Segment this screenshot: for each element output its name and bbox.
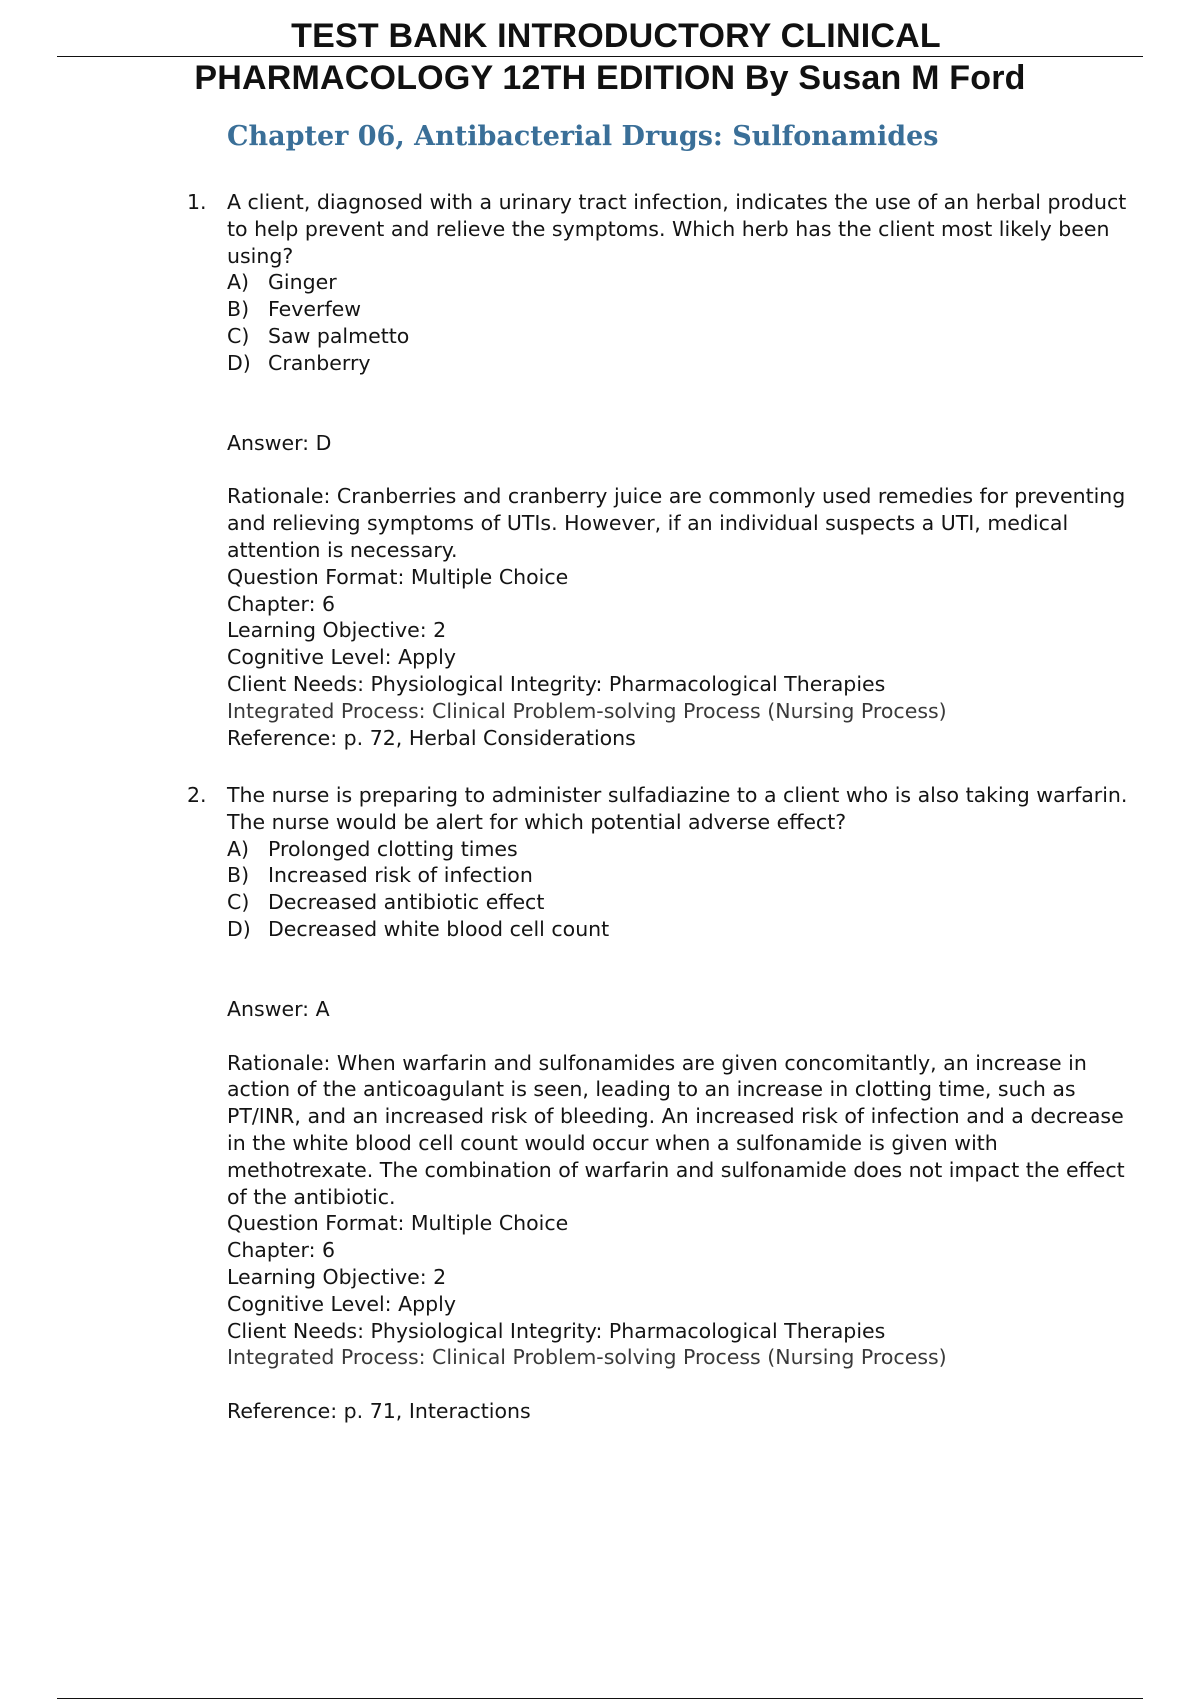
question-format: Question Format: Multiple Choice — [227, 1211, 569, 1236]
option-letter: B) — [227, 297, 250, 322]
option-text: Saw palmetto — [268, 323, 410, 348]
option-letter: A) — [227, 270, 250, 295]
question-number: 2. — [187, 783, 207, 807]
chapter-number: Chapter: 6 — [227, 591, 336, 616]
option-text: Decreased antibiotic effect — [268, 890, 545, 915]
question-stem: A client, diagnosed with a urinary tract infection, indicates the use of an herbal product to help prevent and relieve the symptoms. Which herb has the client most likely been using? — [227, 190, 1127, 268]
title-divider — [57, 56, 1143, 57]
answer-key: Answer: A — [227, 996, 330, 1021]
option-c — [227, 889, 1137, 916]
option-a — [227, 269, 1137, 296]
reference: Reference: p. 71, Interactions — [227, 1399, 531, 1424]
option-b — [227, 862, 1137, 889]
question-2 — [187, 782, 1137, 1425]
option-d — [227, 350, 1137, 377]
option-letter: A) — [227, 836, 250, 861]
client-needs: Client Needs: Physiological Integrity: Pharmacological Therapies — [227, 671, 886, 696]
option-letter: C) — [227, 323, 250, 348]
option-d — [227, 916, 1137, 943]
client-needs: Client Needs: Physiological Integrity: Pharmacological Therapies — [227, 1318, 886, 1343]
document-title-line-1: TEST BANK INTRODUCTORY CLINICAL — [291, 17, 941, 55]
question-1 — [187, 189, 1137, 751]
option-text: Decreased white blood cell count — [268, 916, 610, 941]
footer-divider — [57, 1698, 1143, 1699]
option-text: Cranberry — [268, 350, 371, 375]
learning-objective: Learning Objective: 2 — [227, 618, 447, 643]
question-number: 1. — [187, 190, 207, 214]
option-letter: D) — [227, 350, 251, 375]
option-text: Feverfew — [268, 297, 362, 322]
option-c — [227, 323, 1137, 350]
question-format: Question Format: Multiple Choice — [227, 564, 569, 589]
option-letter: B) — [227, 863, 250, 888]
answer-options — [227, 836, 1137, 943]
option-a — [227, 836, 1137, 863]
option-letter: C) — [227, 890, 250, 915]
answer-options — [227, 269, 1137, 376]
option-b — [227, 296, 1137, 323]
cognitive-level: Cognitive Level: Apply — [227, 1291, 456, 1316]
cognitive-level: Cognitive Level: Apply — [227, 645, 456, 670]
chapter-number: Chapter: 6 — [227, 1238, 336, 1263]
chapter-heading: Chapter 06, Antibacterial Drugs: Sulfonamides — [227, 121, 939, 152]
reference: Reference: p. 72, Herbal Considerations — [227, 725, 636, 750]
integrated-process: Integrated Process: Clinical Problem-solving Process (Nursing Process) — [227, 698, 947, 723]
rationale: Rationale: When warfarin and sulfonamides are given concomitantly, an increase in action of the anticoagulant is seen, leading to an increase in clotting time, such as PT/INR, and an increased risk of bleeding. An increased risk of infection and a decrease in the white blood cell count would occur when a sulfonamide is given with methotrexate. The combination of warfarin and sulfonamide does not impact the effect of the antibiotic. — [227, 1050, 1125, 1209]
option-text: Ginger — [268, 270, 337, 295]
learning-objective: Learning Objective: 2 — [227, 1264, 447, 1289]
answer-key: Answer: D — [227, 430, 332, 455]
document-title-line-2: PHARMACOLOGY 12TH EDITION By Susan M Ford — [194, 59, 1026, 97]
option-text: Increased risk of infection — [268, 863, 533, 888]
integrated-process: Integrated Process: Clinical Problem-solving Process (Nursing Process) — [227, 1345, 947, 1370]
option-letter: D) — [227, 916, 251, 941]
question-stem: The nurse is preparing to administer sulfadiazine to a client who is also taking warfarin. The nurse would be alert for which potential adverse effect? — [227, 783, 1128, 834]
option-text: Prolonged clotting times — [268, 836, 518, 861]
rationale: Rationale: Cranberries and cranberry juice are commonly used remedies for preventing and relieving symptoms of UTIs. However, if an individual suspects a UTI, medical attention is necessary. — [227, 484, 1126, 562]
